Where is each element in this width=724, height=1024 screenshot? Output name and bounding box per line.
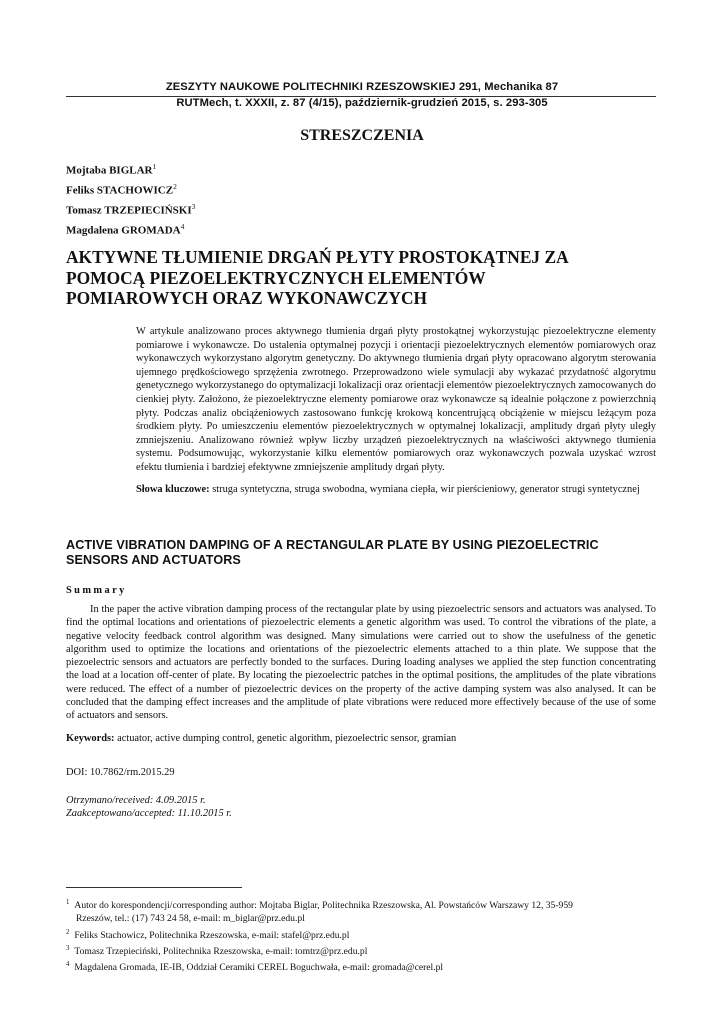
footnote-number: 3 <box>66 945 70 953</box>
footnote-number: 2 <box>66 929 70 937</box>
abstract-polish: W artykule analizowano proces aktywnego tłumienia drgań płyty prostokątnej wykorzystując piezoelektryczne elementy pomiarowe i wykonawcze. Do ustalenia optymalnej pozycji i orientacji piezoelektrycznych elementów pomiarowych oraz wykonawczych wykorzystano algorytm genetyczny. Do aktywnego tłumienia drgań płyty opracowano algorytm sterowania ujemnego prędkościowego sprzężenia zwrotnego. Przeprowadzono wiele symulacji aby wykazać przydatność algorytmu genetycznego wykorzystanego do optymalizacji lokalizacji oraz orientacji elementów piezoelektrycznych zamocowanych do cienkiej płyty. Założono, że piezoelektryczne elementy pomiarowe oraz wykonawcze są idealnie połączone z powierzchnią płyty. Podczas analiz obciążeniowych zastosowano funkcję krokową koncentrującą obciążenie w miejscu leżącym poza środkiem płyty. Po umieszczeniu elementów piezoelektrycznych w optymalnej lokalizacji, amplitudy drgań płyty uległy zmniejszeniu. Analizowano również wpływ liczby urządzeń piezoelektrycznych na właściwości aktywnego tłumienia systemu. Podsumowując, wykorzystanie kilku elementów pomiarowych oraz wykonawczych pozwala uzyskać wzrost efektu tłumienia i bardziej efektywne zmniejszenie amplitudy drgań płyty. <box>136 326 656 473</box>
author <box>66 199 195 219</box>
summary-heading: Summary <box>66 585 127 596</box>
footnote-number: 1 <box>66 899 70 906</box>
author-affiliation-mark: 2 <box>173 182 177 192</box>
footnote <box>66 927 658 943</box>
author-list <box>66 159 195 240</box>
footnote-number: 4 <box>66 960 70 968</box>
keywords-polish-label: Słowa kluczowe: <box>136 484 210 495</box>
author <box>66 219 195 239</box>
author-affiliation-mark: 1 <box>152 162 157 171</box>
author-name: Tomasz TRZEPIECIŃSKI <box>66 204 192 217</box>
header-rule <box>66 96 656 97</box>
footnote-text: Magdalena Gromada, IE-IB, Oddział Ceramiki CEREL Boguchwała, e-mail: gromada@cerel.pl <box>74 962 444 974</box>
footnote-text-continued: Rzeszów, tel.: (17) 743 24 58, e-mail: m_biglar@prz.edu.pl <box>76 912 305 924</box>
footnotes <box>66 897 658 975</box>
author <box>66 159 195 179</box>
journal-title-line1: ZESZYTY NAUKOWE POLITECHNIKI RZESZOWSKIEJ 291, Mechanika 87 <box>165 81 559 93</box>
footnote-text: Autor do korespondencji/corresponding author: Mojtaba Biglar, Politechnika Rzeszowska, Al. Powstańców Warszawy 12, 35-959 <box>74 900 573 912</box>
footnote <box>66 897 658 925</box>
keywords-english-text: actuator, active dumping control, genetic algorithm, piezoelectric sensor, gramian <box>117 733 457 744</box>
paper-title-polish: AKTYWNE TŁUMIENIE DRGAŃ PŁYTY PROSTOKĄTNEJ ZA POMOCĄ PIEZOELEKTRYCZNYCH ELEMENTÓW POMIAROWYCH ORAZ WYKONAWCZYCH <box>66 247 568 308</box>
author <box>66 179 195 199</box>
journal-title-line2: RUTMech, t. XXXII, z. 87 (4/15), październik-grudzień 2015, s. 293-305 <box>176 97 548 109</box>
accepted-date: Zaakceptowano/accepted: 11.10.2015 r. <box>66 808 232 820</box>
footnote-rule <box>66 887 242 888</box>
footnote-text: Tomasz Trzepieciński, Politechnika Rzeszowska, e-mail: tomtrz@prz.edu.pl <box>74 946 368 958</box>
abstract-english: In the paper the active vibration damping process of the rectangular plate by using piezoelectric sensors and actuators was analysed. To find the optimal locations and orientations of piezoelectric elements a genetic algorithm was used. To control the vibrations of the plate, a negative velocity feedback control algorithm was designed. Many simulations were carried out to show the usefulness of the genetic algorithm used to optimize the locations and orientations of the piezoelectric elements attached to a thin plate. We suppose that the piezoelectric sensors and actuators are perfectly bonded to the surfaces. During loading analyses we applied the step function concentrating the load at a location off-center of plate. By locating the piezoelectric patches in the optimal positions, the amplitudes of the plate vibrations were reduced. The effect of a number of piezoelectric devices on the property of the active damping system was also analysed. It can be concluded that the damping effect increases and the amplitude of plate vibrations were reduced more effectively because of the use of some of actuators and sensors. <box>66 604 656 722</box>
footnote <box>66 943 658 959</box>
keywords-polish-text: struga syntetyczna, struga swobodna, wymiana ciepła, wir pierścieniowy, generator strugi syntetycznej <box>212 484 640 495</box>
footnote <box>66 959 658 975</box>
author-name: Feliks STACHOWICZ <box>66 184 174 197</box>
section-title: STRESZCZENIA <box>300 127 424 144</box>
received-date: Otrzymano/received: 4.09.2015 r. <box>66 795 206 806</box>
author-name: Mojtaba BIGLAR <box>66 164 153 177</box>
dates <box>66 794 232 821</box>
author-affiliation-mark: 3 <box>191 202 196 212</box>
keywords-english-label: Keywords: <box>66 733 115 744</box>
author-affiliation-mark: 4 <box>180 222 185 232</box>
keywords-polish <box>136 483 656 497</box>
paper-title-english: ACTIVE VIBRATION DAMPING OF A RECTANGULAR PLATE BY USING PIEZOELECTRIC SENSORS AND ACTUATORS <box>66 538 599 568</box>
doi: DOI: 10.7862/rm.2015.29 <box>66 767 175 778</box>
author-name: Magdalena GROMADA <box>66 225 181 238</box>
footnote-text: Feliks Stachowicz, Politechnika Rzeszowska, e-mail: stafel@prz.edu.pl <box>74 930 350 942</box>
keywords-english <box>66 733 656 744</box>
